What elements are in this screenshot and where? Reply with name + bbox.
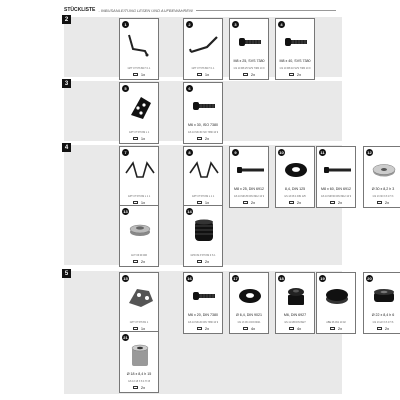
part-code: GPD 09 3 576 B2 0 S 1 xyxy=(190,254,216,257)
box-icon xyxy=(133,260,138,264)
quantity-row xyxy=(276,72,314,77)
parts-list-header xyxy=(64,4,336,16)
part-spec: M8 x 40, SVS 7380 xyxy=(279,59,311,63)
part-number-badge: 18 xyxy=(279,276,284,281)
plug-icon xyxy=(320,281,354,311)
part-number-badge: 19 xyxy=(320,276,325,281)
step-number-tab: 3 xyxy=(62,79,71,88)
parts-list-subtitle: - INBUSANLEITUNG LESEN UND AUFBEWAHREN! xyxy=(98,7,194,13)
part-code: GS 13 08 4 DIN 125 xyxy=(284,195,306,198)
assembly-step-group xyxy=(64,270,395,394)
box-icon xyxy=(197,137,202,141)
washer-icon xyxy=(233,281,267,311)
quantity-row xyxy=(120,72,158,77)
header-rule xyxy=(196,10,336,11)
part-number-badge: 3 xyxy=(232,21,239,28)
part-code: GS 10 M6 20 DIN 7380 10 9 xyxy=(187,321,219,324)
box-icon xyxy=(377,327,382,331)
box-icon xyxy=(197,327,202,331)
quantity-value: 2x xyxy=(337,325,343,331)
quantity-row xyxy=(184,326,222,331)
part-code: GS 13 30 X 8 2 H 3 xyxy=(372,195,394,198)
quantity-value: 2x xyxy=(384,325,390,331)
part-card xyxy=(229,18,269,80)
part-card xyxy=(183,146,223,208)
part-number-badge: 13 xyxy=(123,209,128,214)
quantity-row xyxy=(184,259,222,264)
quantity-value: 2x xyxy=(337,199,343,205)
part-card xyxy=(275,146,315,208)
quantity-value: 2x xyxy=(204,258,210,264)
part-code: GS 10 M6 30 ISO 7380 10 9 xyxy=(187,131,219,134)
flat-washer-icon xyxy=(367,155,400,185)
l-bracket-icon xyxy=(123,27,157,57)
part-number-badge: 21 xyxy=(123,335,128,340)
part-spec: Ø 18 x 8,4 h 15 xyxy=(126,372,152,376)
part-code: GS 13 06 4 DIN 9021 xyxy=(237,321,261,324)
part-code: GPT 07 576 B2 H 1 1 xyxy=(191,67,215,70)
quantity-value: 2x xyxy=(140,384,146,390)
box-icon xyxy=(377,201,382,205)
part-spec: M6, DIN 6927 xyxy=(283,313,307,317)
quantity-value: 2x xyxy=(250,199,256,205)
quantity-value: 1x xyxy=(204,71,210,77)
assembly-step-group xyxy=(64,81,342,141)
part-card xyxy=(119,331,159,393)
part-number-badge: 1 xyxy=(122,21,129,28)
part-code: GPT 07 576 B2 H 1 1 xyxy=(127,67,151,70)
quantity-value: 1x xyxy=(140,199,146,205)
quantity-value: 1x xyxy=(140,135,146,141)
part-code: GS 13 22 X 8 4 H 6 xyxy=(372,321,394,324)
quantity-value: 2x xyxy=(296,71,302,77)
quantity-value: 2x xyxy=(250,71,256,77)
part-card xyxy=(316,272,356,334)
quantity-value: 4x xyxy=(250,325,256,331)
part-card xyxy=(316,146,356,208)
quantity-row xyxy=(317,326,355,331)
part-number-badge: 8 xyxy=(186,149,193,156)
part-spec: Ø 6,4, DIN 9021 xyxy=(236,313,262,317)
part-number-badge: 20 xyxy=(367,276,372,281)
part-spec: M8 x 25, SVS 7380 xyxy=(233,59,265,63)
assembly-step-group xyxy=(64,144,395,265)
part-number-badge: 11 xyxy=(320,150,325,155)
washer-icon xyxy=(279,155,313,185)
part-number-badge: 14 xyxy=(187,209,192,214)
part-number-badge: 2 xyxy=(186,21,193,28)
part-code: ABE 06 091 10 02 xyxy=(326,321,346,324)
quantity-row xyxy=(364,200,400,205)
box-icon xyxy=(330,201,335,205)
box-icon xyxy=(289,327,294,331)
box-icon xyxy=(330,327,335,331)
part-code: GPT 07 576 B2 L 1 xyxy=(128,131,150,134)
part-card xyxy=(363,146,400,208)
box-icon xyxy=(289,201,294,205)
box-icon xyxy=(289,73,294,77)
part-card xyxy=(119,18,159,80)
quantity-value: 2x xyxy=(384,199,390,205)
box-icon xyxy=(197,260,202,264)
quantity-row xyxy=(276,200,314,205)
quantity-value: 2x xyxy=(296,199,302,205)
part-code: GS 10 M8 40 SVS 7380 10 9 xyxy=(279,67,311,70)
part-number-badge: 12 xyxy=(367,150,372,155)
quantity-row xyxy=(364,326,400,331)
box-icon xyxy=(133,137,138,141)
box-icon xyxy=(133,73,138,77)
part-spec: Ø 22 x 8,4 h 6 xyxy=(371,313,395,317)
plate-icon xyxy=(123,91,157,121)
box-icon xyxy=(133,201,138,205)
quantity-row xyxy=(120,385,158,390)
part-card xyxy=(183,272,223,334)
part-card xyxy=(119,205,159,267)
screw-icon xyxy=(279,27,313,57)
box-icon xyxy=(243,201,248,205)
box-icon xyxy=(133,327,138,331)
part-card xyxy=(183,205,223,267)
part-code: GS 13 18 X 8 4 H 15 xyxy=(127,380,151,383)
part-number-badge: 16 xyxy=(187,276,192,281)
part-card xyxy=(119,82,159,144)
part-number-badge: 5 xyxy=(122,85,129,92)
part-code: GS 11 M6 DIN 6927 xyxy=(284,321,306,324)
part-card xyxy=(183,18,223,80)
quantity-row xyxy=(230,72,268,77)
box-icon xyxy=(197,201,202,205)
quantity-row xyxy=(230,326,268,331)
part-spec: M6 x 20, DIN 7380 xyxy=(188,313,218,317)
screw-icon xyxy=(187,91,221,121)
quantity-row xyxy=(317,200,355,205)
quantity-value: 1x xyxy=(140,325,146,331)
quantity-value: 2x xyxy=(140,258,146,264)
parts-list-title: STÜCKLISTE xyxy=(64,7,96,13)
part-spec: M8 x 60, DIN 6912 xyxy=(321,187,351,191)
box-icon xyxy=(133,386,138,390)
clamp-icon xyxy=(123,281,157,311)
part-card xyxy=(275,18,315,80)
step-number-tab: 4 xyxy=(62,143,71,152)
bellows-icon xyxy=(187,214,221,244)
part-number-badge: 6 xyxy=(186,85,193,92)
part-number-badge: 17 xyxy=(233,276,238,281)
quantity-row xyxy=(120,259,158,264)
part-code: GS 10 M8 25 SVS 7380 10 9 xyxy=(233,67,265,70)
quantity-row xyxy=(276,326,314,331)
quantity-value: 2x xyxy=(204,135,210,141)
long-screw-icon xyxy=(233,155,267,185)
part-card xyxy=(183,82,223,144)
part-code: GPT 07 576 B2 L 1 1 xyxy=(191,195,215,198)
part-spec: 8,4, DIN 125 xyxy=(284,187,306,191)
assembly-step-group xyxy=(64,17,342,77)
part-card xyxy=(119,272,159,334)
quantity-value: 4x xyxy=(296,325,302,331)
nut-icon xyxy=(279,281,313,311)
screw-icon xyxy=(233,27,267,57)
sleeve-icon xyxy=(123,340,157,370)
part-card xyxy=(229,146,269,208)
quantity-value: 2x xyxy=(204,325,210,331)
part-code: ACT 06 09 006 xyxy=(130,254,148,257)
quantity-row xyxy=(230,200,268,205)
part-number-badge: 7 xyxy=(122,149,129,156)
part-code: GPT 07 576 B1 1 xyxy=(129,321,149,324)
part-card xyxy=(363,272,400,334)
part-spec: Ø 30 x 8,2 h 3 xyxy=(371,187,395,191)
part-number-badge: 9 xyxy=(232,149,239,156)
part-number-badge: 10 xyxy=(279,150,284,155)
part-number-badge: 15 xyxy=(123,276,128,281)
part-card xyxy=(275,272,315,334)
part-spec: M6 x 30, ISO 7380 xyxy=(188,123,218,127)
rubber-spacer-icon xyxy=(367,281,400,311)
step-number-tab: 2 xyxy=(62,15,71,24)
part-card xyxy=(119,146,159,208)
bent-bar-icon xyxy=(187,27,221,57)
box-icon xyxy=(197,73,202,77)
part-spec: M8 x 25, DIN 6912 xyxy=(234,187,264,191)
part-card xyxy=(229,272,269,334)
quantity-value: 1x xyxy=(204,199,210,205)
step-number-tab: 5 xyxy=(62,269,71,278)
box-icon xyxy=(243,327,248,331)
screw-icon xyxy=(187,281,221,311)
frame-icon xyxy=(187,155,221,185)
box-icon xyxy=(243,73,248,77)
long-screw-icon xyxy=(320,155,354,185)
cap-icon xyxy=(123,214,157,244)
quantity-row xyxy=(120,136,158,141)
quantity-value: 1x xyxy=(140,71,146,77)
part-code: GS 10 M8 25 DIN 6912 10 9 xyxy=(233,195,265,198)
part-code: GS 10 M8 60 DIN 6912 10 9 xyxy=(320,195,352,198)
part-code: GPT 07 576 B2 L 1 1 xyxy=(127,195,151,198)
frame-icon xyxy=(123,155,157,185)
part-number-badge: 4 xyxy=(278,21,285,28)
quantity-row xyxy=(184,72,222,77)
quantity-row xyxy=(184,136,222,141)
